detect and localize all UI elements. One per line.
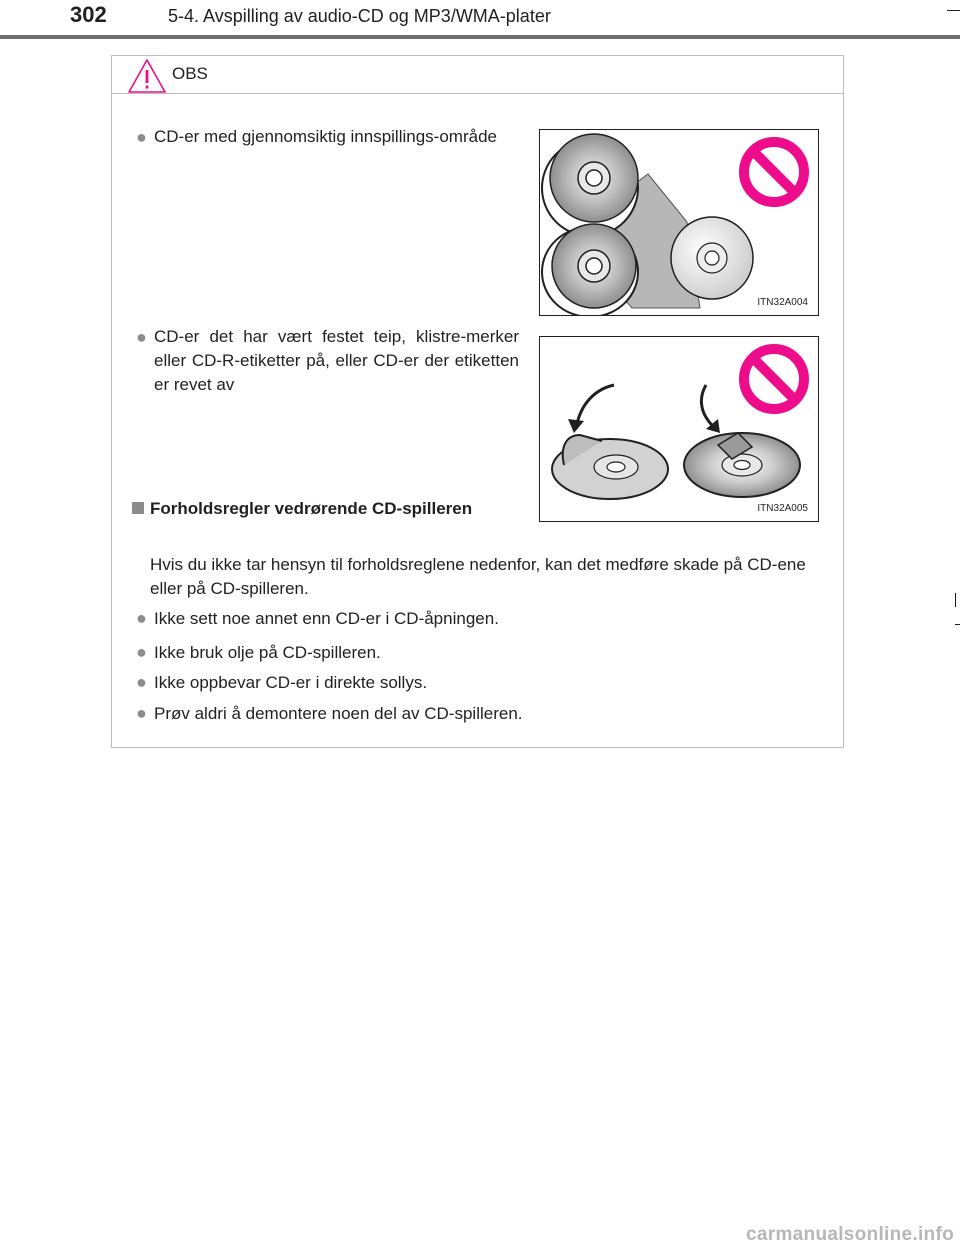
bullet-icon: ● <box>136 608 147 628</box>
list-item <box>136 608 499 629</box>
list-item <box>136 125 519 150</box>
warning-triangle-icon <box>127 58 167 94</box>
crop-mark <box>955 624 960 625</box>
figure-code: ITN32A004 <box>757 297 808 308</box>
subheading: Forholdsregler vedrørende CD-spilleren <box>132 499 472 519</box>
list-item <box>136 325 519 397</box>
bullet-icon: ● <box>136 672 147 692</box>
watermark: carmanualsonline.info <box>746 1224 954 1245</box>
prohibition-icon <box>744 349 804 409</box>
crop-mark <box>947 10 960 11</box>
square-bullet-icon <box>132 502 144 514</box>
transparent-cd-illustration <box>540 130 818 315</box>
caution-label: OBS <box>172 64 208 83</box>
list-item <box>136 642 381 663</box>
prohibition-icon <box>744 142 804 202</box>
figure-transparent-cd <box>539 129 819 316</box>
list-item-text: Ikke bruk olje på CD-spilleren. <box>154 643 381 662</box>
bullet-icon: ● <box>136 642 147 662</box>
list-item-text: CD-er med gjennomsiktig innspillings-område <box>154 127 497 146</box>
list-item-text: Prøv aldri å demontere noen del av CD-spilleren. <box>154 704 523 723</box>
caution-box <box>111 55 844 748</box>
bullet-icon: ● <box>136 327 147 347</box>
figure-taped-cd <box>539 336 819 522</box>
list-item <box>136 672 427 693</box>
bullet-icon: ● <box>136 703 147 723</box>
taped-cd-illustration <box>540 337 818 521</box>
list-item-text: CD-er det har vært festet teip, klistre-merker eller CD-R-etiketter på, eller CD-er der etiketten er revet av <box>154 327 519 394</box>
list-item <box>136 703 523 724</box>
figure-code: ITN32A005 <box>757 503 808 514</box>
paragraph: Hvis du ikke tar hensyn til forholdsreglene nedenfor, kan det medføre skade på CD-ene eller på CD-spilleren. <box>150 555 806 598</box>
bullet-icon: ● <box>136 127 147 147</box>
section-title: 5-4. Avspilling av audio-CD og MP3/WMA-plater <box>168 6 551 26</box>
crop-mark <box>955 593 956 607</box>
list-item-text: Ikke oppbevar CD-er i direkte sollys. <box>154 673 428 692</box>
page-number: 302 <box>70 2 107 27</box>
caution-header <box>112 56 843 94</box>
header-rule <box>0 35 960 39</box>
list-item-text: Ikke sett noe annet enn CD-er i CD-åpningen. <box>154 609 499 628</box>
